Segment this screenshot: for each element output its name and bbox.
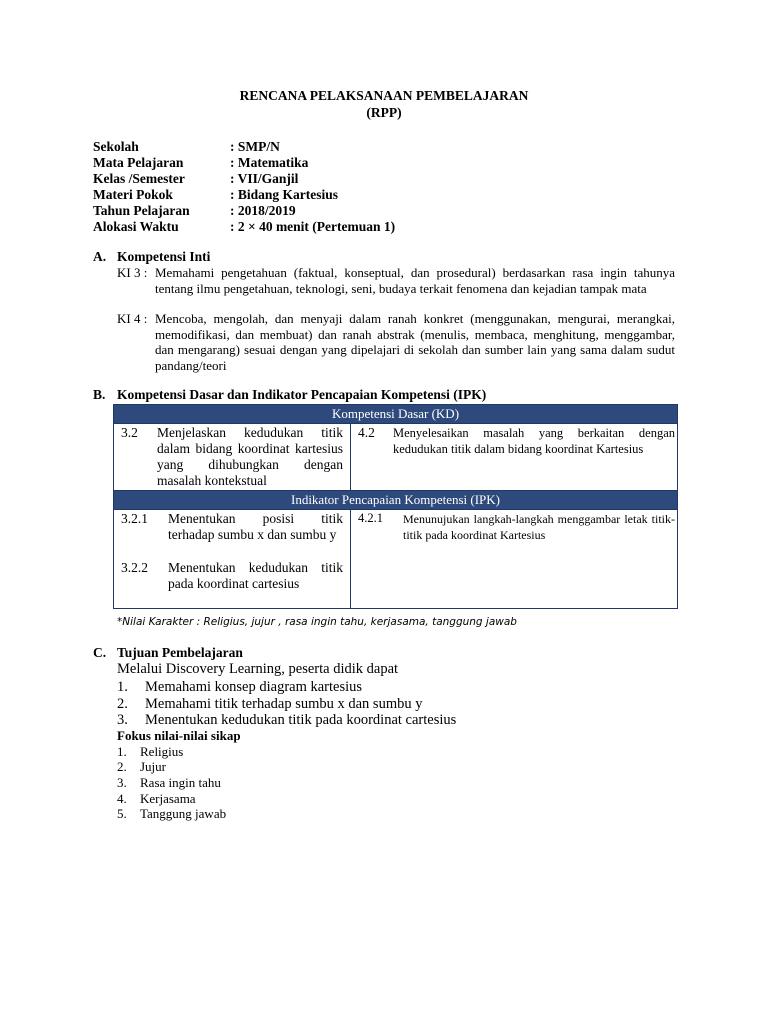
- identity-value: : 2018/2019: [230, 203, 296, 218]
- identity-row-alokasi: [93, 219, 693, 235]
- ki-code: KI 4 :: [117, 311, 148, 326]
- fokus-text: Kerjasama: [140, 791, 196, 806]
- section-letter: B.: [93, 387, 106, 402]
- identity-label: Tahun Pelajaran: [93, 203, 190, 218]
- fokus-text: Religius: [140, 744, 184, 759]
- document-subtitle: (RPP): [366, 105, 402, 120]
- kd-text: Menjelaskan kedudukan titik dalam bidang koordinat kartesius yang dihubungkan dengan masalah kontekstual: [157, 425, 343, 488]
- kd-right-cell: [351, 424, 678, 491]
- identity-row-sekolah: [93, 139, 693, 155]
- ipk-text: Menunujukan langkah-langkah menggambar letak titik-titik pada koordinat Kartesius: [403, 512, 675, 542]
- section-title: Tujuan Pembelajaran: [117, 645, 243, 660]
- identity-value: : 2 × 40 menit (Pertemuan 1): [230, 219, 396, 234]
- fokus-number: 4.: [117, 791, 127, 806]
- fokus-text: Rasa ingin tahu: [140, 775, 221, 790]
- ki-text: Memahami pengetahuan (faktual, konseptual, dan prosedural) berdasarkan rasa ingin tahunya tentang ilmu pengetahuan, teknologi, seni, budaya terkait fenomena dan kejadian tampak mata: [155, 265, 675, 296]
- ipk-right-cell: [351, 510, 678, 609]
- identity-row-mapel: [93, 155, 693, 171]
- kd-text: Menyelesaikan masalah yang berkaitan dengan kedudukan titik dalam bidang koordinat Kartesius: [393, 426, 675, 456]
- identity-row-kelas: [93, 171, 693, 187]
- ipk-number: 4.2.1: [358, 511, 383, 525]
- kd-number: 4.2: [358, 425, 375, 440]
- identity-row-tahun: [93, 203, 693, 219]
- objective-number: 1.: [117, 679, 128, 695]
- objective-text: Memahami titik terhadap sumbu x dan sumbu y: [145, 696, 423, 712]
- objective-number: 3.: [117, 712, 128, 728]
- identity-label: Alokasi Waktu: [93, 219, 179, 234]
- identity-value: : SMP/N: [230, 139, 280, 154]
- fokus-number: 5.: [117, 806, 127, 821]
- objective-number: 2.: [117, 696, 128, 712]
- tujuan-intro: Melalui Discovery Learning, peserta didik dapat: [117, 661, 399, 677]
- objective-text: Menentukan kedudukan titik pada koordinat cartesius: [145, 712, 457, 728]
- ipk-text: Menentukan posisi titik terhadap sumbu x dan sumbu y: [168, 511, 343, 542]
- identity-label: Kelas /Semester: [93, 171, 185, 186]
- fokus-number: 1.: [117, 744, 127, 759]
- section-letter: C.: [93, 645, 107, 660]
- ipk-header: Indikator Pencapaian Kompetensi (IPK): [114, 491, 678, 510]
- kd-header: Kompetensi Dasar (KD): [114, 405, 678, 424]
- ipk-number: 3.2.1: [121, 511, 148, 526]
- objective-text: Memahami konsep diagram kartesius: [145, 679, 363, 695]
- identity-label: Materi Pokok: [93, 187, 173, 202]
- section-title: Kompetensi Dasar dan Indikator Pencapaian Kompetensi (IPK): [117, 387, 487, 402]
- identity-label: Sekolah: [93, 139, 139, 154]
- ipk-number: 3.2.2: [121, 560, 148, 575]
- ki-text: Mencoba, mengolah, dan menyaji dalam ranah konkret (menggunakan, mengurai, merangkai, memodifikasi, dan membuat) dan ranah abstrak (menulis, membaca, menghitung, menggambar, dan mengarang) sesuai dengan yang dipelajari di sekolah dan sumber lain yang sama dalam sudut pandang/teori: [155, 311, 675, 373]
- fokus-heading: Fokus nilai-nilai sikap: [117, 728, 241, 743]
- kd-number: 3.2: [121, 425, 138, 440]
- ipk-text: Menentukan kedudukan titik pada koordinat cartesius: [168, 560, 343, 591]
- nilai-karakter-note: *Nilai Karakter : Religius, jujur , rasa ingin tahu, kerjasama, tanggung jawab: [117, 616, 517, 628]
- fokus-text: Jujur: [140, 759, 166, 774]
- kd-left-cell: [114, 424, 351, 491]
- identity-value: : VII/Ganjil: [230, 171, 299, 186]
- ipk-left-cell: [114, 510, 351, 609]
- fokus-number: 2.: [117, 759, 127, 774]
- fokus-text: Tanggung jawab: [140, 806, 227, 821]
- kd-ipk-table: [113, 404, 678, 609]
- identity-value: : Matematika: [230, 155, 309, 170]
- ki-code: KI 3 :: [117, 265, 148, 280]
- identity-value: : Bidang Kartesius: [230, 187, 339, 202]
- section-letter: A.: [93, 249, 107, 264]
- fokus-number: 3.: [117, 775, 127, 790]
- section-title: Kompetensi Inti: [117, 249, 211, 264]
- document-title: RENCANA PELAKSANAAN PEMBELAJARAN: [239, 88, 529, 103]
- identity-label: Mata Pelajaran: [93, 155, 184, 170]
- identity-row-materi: [93, 187, 693, 203]
